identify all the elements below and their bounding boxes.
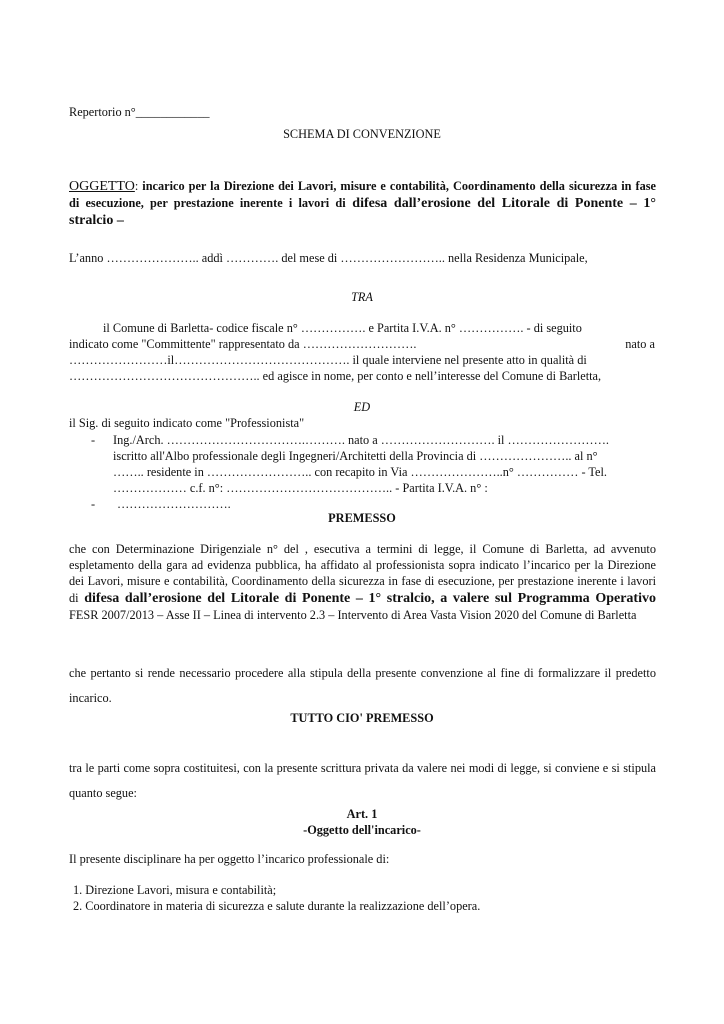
art1-subtitle: -Oggetto dell'incarico- <box>303 823 421 837</box>
art1-intro: Il presente disciplinare ha per oggetto l’incarico professionale di: <box>69 852 390 866</box>
professionista-line-3: …….. residente in …………………….. con recapito in Via …………………..n° …………… - Tel. <box>113 465 607 479</box>
art1-item-2: 2. Coordinatore in materia di sicurezza e salute durante la realizzazione dell’opera. <box>73 899 481 913</box>
document-title: SCHEMA DI CONVENZIONE <box>283 127 441 141</box>
tra-heading: TRA <box>351 290 373 304</box>
tutto-heading: TUTTO CIO' PREMESSO <box>290 711 434 725</box>
professionista-intro: il Sig. di seguito indicato come "Professionista" <box>69 416 305 430</box>
anno-line: L’anno ………………….. addì …………. del mese di …………………….. nella Residenza Municipale, <box>69 251 588 265</box>
premesso-paragraph <box>69 541 656 623</box>
professionista-line-1: Ing./Arch. …………………………….………. nato a ………………………. il ……………………. <box>113 433 609 447</box>
oggetto-text: incarico per la Direzione dei Lavori, misure e contabilità, Coordinamento della sicurezza in fase di esecuzione, per prestazione inerente i lavori di <box>69 179 656 210</box>
premesso-tail: FESR 2007/2013 – Asse II – Linea di intervento 2.3 – Intervento di Area Vasta Vision 2020 del Comune di Barletta <box>69 607 637 622</box>
premesso-text: che con Determinazione Dirigenziale n° del , esecutiva a termini di legge, il Comune di Barletta, ad avvenuto espletamento della gara ad evidenza pubblica, ha affidato al professionista sopra indicato l’incarico per la Direzione dei Lavori, misure e contabilità, Coordinamento della sicurezza in fase di esecuzione, per prestazione inerente i lavori di <box>69 542 656 605</box>
professionista-line-5: ………………………. <box>117 497 231 511</box>
comune-line-4: ……………………………………….. ed agisce in nome, per conto e nell’interesse del Comune di Barletta, <box>69 369 602 383</box>
comune-line-2: indicato come "Committente" rappresentato da ………………………. <box>69 337 417 351</box>
professionista-line-4: ……………… c.f. n°: ………………………………….. - Partita I.V.A. n° : <box>113 481 488 495</box>
oggetto-label: OGGETTO <box>69 179 135 194</box>
premesso-heading: PREMESSO <box>328 511 396 525</box>
oggetto-block <box>69 178 656 229</box>
premesso-paragraph-2: che pertanto si rende necessario procedere alla stipula della presente convenzione al fine di formalizzare il predetto incarico. <box>69 666 656 705</box>
oggetto-colon: : <box>134 179 143 193</box>
ed-heading: ED <box>353 400 371 414</box>
art1-item-1: 1. Direzione Lavori, misura e contabilità; <box>73 883 277 897</box>
premesso-bold-text: difesa dall’erosione del Litorale di Ponente – 1° stralcio, a valere sul Programma Operativo <box>78 590 656 606</box>
tutto-paragraph: tra le parti come sopra costituitesi, con la presente scrittura privata da valere nei modi di legge, si conviene e si stipula quanto segue: <box>69 761 656 800</box>
comune-line-2-end: nato a <box>625 337 655 351</box>
repertorio-line: Repertorio n°____________ <box>69 105 210 119</box>
comune-line-1: il Comune di Barletta- codice fiscale n° ……………. e Partita I.V.A. n° ……………. - di seguito <box>103 321 582 335</box>
list-dash-2: - <box>91 497 96 511</box>
professionista-line-2: iscritto all'Albo professionale degli Ingegneri/Architetti della Provincia di ………………….. al n° <box>113 449 598 463</box>
art1-title: Art. 1 <box>346 807 378 821</box>
oggetto-text-big: difesa dall’erosione del Litorale di Ponente – 1° stralcio – <box>69 196 656 228</box>
comune-line-3: ……………………il……………………………………. il quale interviene nel presente atto in qualità di <box>69 353 587 367</box>
list-dash-1: - <box>91 433 96 447</box>
